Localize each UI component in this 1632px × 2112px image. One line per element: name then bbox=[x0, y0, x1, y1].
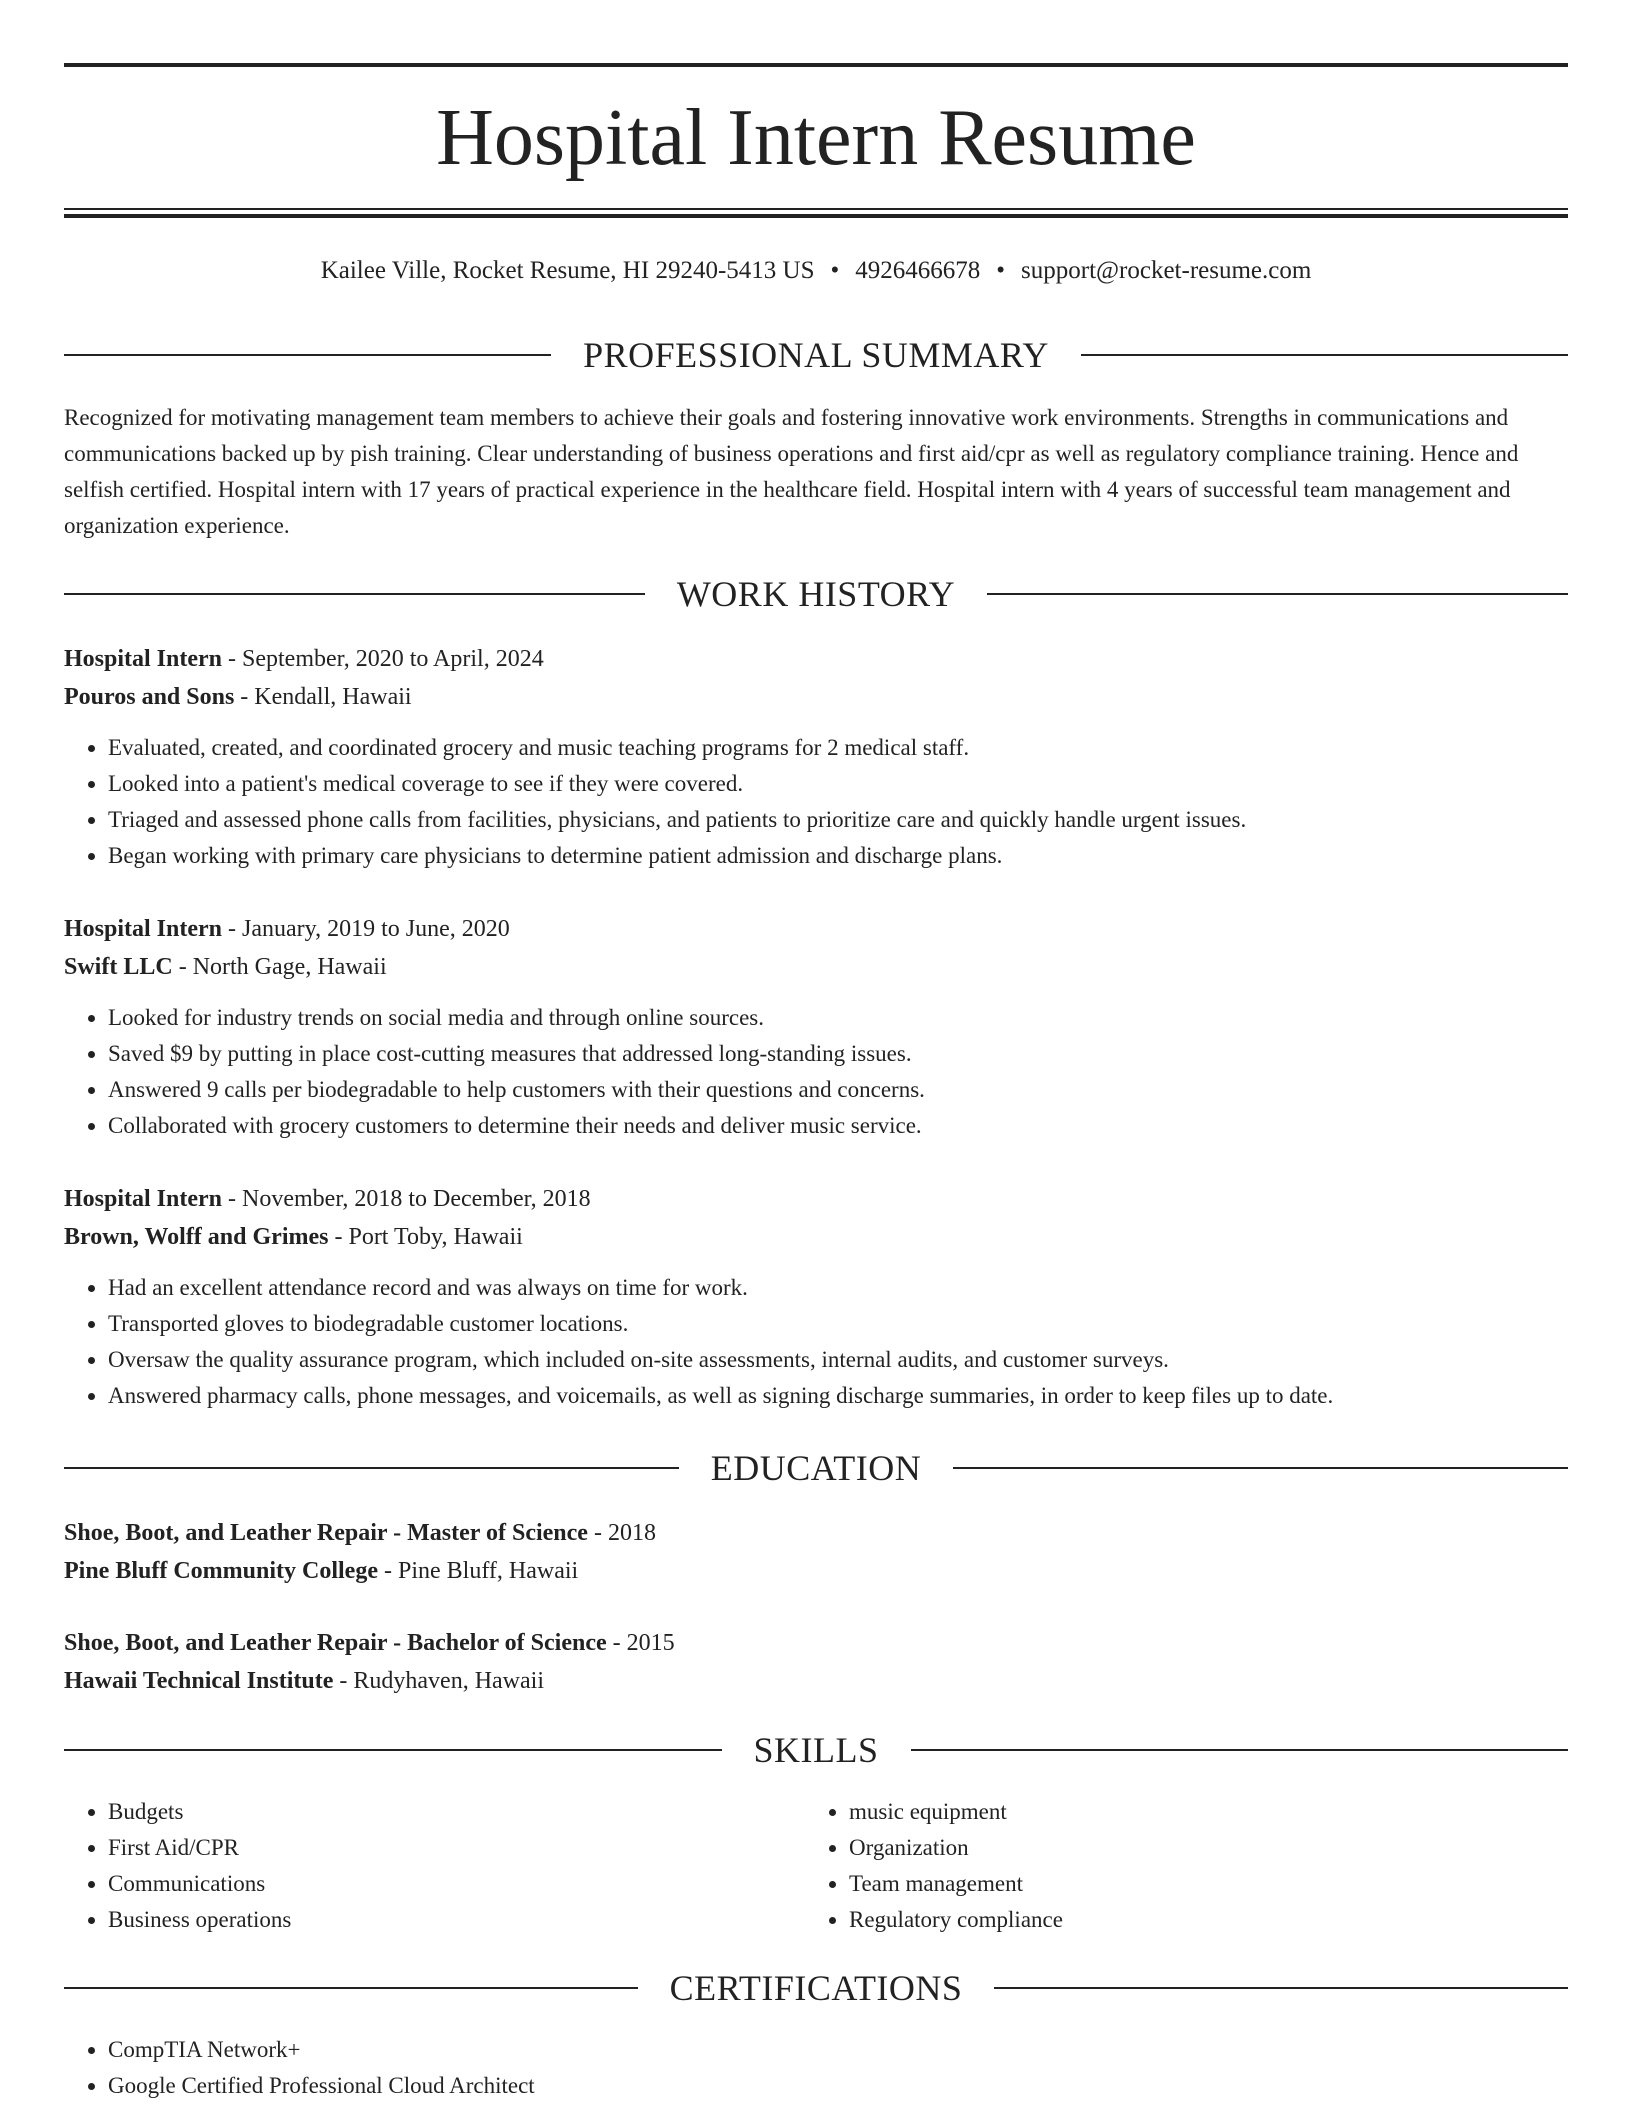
job-company: Pouros and Sons bbox=[64, 684, 235, 710]
title-double-rule bbox=[64, 208, 1568, 218]
divider-line bbox=[64, 593, 645, 595]
section-header-education bbox=[64, 1446, 1568, 1490]
contact-separator: • bbox=[830, 257, 840, 284]
section-header-work-history bbox=[64, 572, 1568, 616]
job-bullets bbox=[64, 1270, 1568, 1414]
job-title: Hospital Intern bbox=[64, 916, 223, 942]
job-bullet: • Collaborated with grocery customers to determine their needs and deliver music service. bbox=[108, 1108, 1568, 1144]
divider-line bbox=[911, 1749, 1569, 1751]
contact-phone: 4926466678 bbox=[855, 257, 981, 284]
education-degree-line: Shoe, Boot, and Leather Repair - Master of Science - 2018 bbox=[64, 1520, 656, 1546]
job-bullet: • Answered pharmacy calls, phone messages, and voicemails, as well as signing discharge summaries, in order to keep files up to date. bbox=[108, 1378, 1568, 1414]
job-dates: September, 2020 to April, 2024 bbox=[242, 646, 544, 672]
job-bullet: • Looked for industry trends on social media and through online sources. bbox=[108, 1000, 1568, 1036]
page-title: Hospital Intern Resume bbox=[436, 94, 1196, 182]
job-bullet: • Saved $9 by putting in place cost-cutting measures that addressed long-standing issues. bbox=[108, 1036, 1568, 1072]
job-bullet: • Evaluated, created, and coordinated grocery and music teaching programs for 2 medical staff. bbox=[108, 730, 1568, 766]
skill-item: • Budgets bbox=[108, 1794, 805, 1830]
skill-item: • First Aid/CPR bbox=[108, 1830, 805, 1866]
education-degree-line: Shoe, Boot, and Leather Repair - Bachelor of Science - 2015 bbox=[64, 1630, 675, 1656]
section-title-skills: SKILLS bbox=[753, 1730, 879, 1770]
education-year: 2018 bbox=[607, 1520, 656, 1546]
job-bullet: • Began working with primary care physicians to determine patient admission and discharge plans. bbox=[108, 838, 1568, 874]
skill-item: • Team management bbox=[849, 1866, 1546, 1902]
skills-column-right bbox=[805, 1794, 1546, 1938]
job-bullet: • Answered 9 calls per biodegradable to help customers with their questions and concerns. bbox=[108, 1072, 1568, 1108]
job-bullet: • Had an excellent attendance record and was always on time for work. bbox=[108, 1270, 1568, 1306]
job-company-line: Brown, Wolff and Grimes - Port Toby, Hawaii bbox=[64, 1224, 523, 1250]
education-entry bbox=[64, 1624, 1568, 1700]
skills-column-left bbox=[64, 1794, 805, 1938]
education-location: Rudyhaven, Hawaii bbox=[353, 1668, 544, 1694]
job-entry bbox=[64, 1180, 1568, 1414]
contact-line bbox=[64, 254, 1568, 288]
section-header-certifications bbox=[64, 1966, 1568, 2010]
job-entry bbox=[64, 640, 1568, 874]
education-degree: Shoe, Boot, and Leather Repair - Master of Science bbox=[64, 1520, 588, 1546]
job-title-line: Hospital Intern - November, 2018 to December, 2018 bbox=[64, 1186, 591, 1212]
skill-item: • Communications bbox=[108, 1866, 805, 1902]
summary-paragraph: Recognized for motivating management team members to achieve their goals and fostering innovative work environments. Strengths in communications and communications backed up by pish training. Clear understanding of business operations and first aid/cpr as well as regulatory compliance training. Hence and selfish certified. Hospital intern with 17 years of practical experience in the healthcare field. Hospital intern with 4 years of successful team management and organization experience. bbox=[64, 405, 1519, 538]
job-bullet: • Transported gloves to biodegradable customer locations. bbox=[108, 1306, 1568, 1342]
education-location: Pine Bluff, Hawaii bbox=[397, 1558, 579, 1584]
certifications-list bbox=[64, 2032, 1568, 2104]
job-dates: November, 2018 to December, 2018 bbox=[242, 1186, 591, 1212]
section-title-education: EDUCATION bbox=[710, 1448, 922, 1488]
skill-item: • music equipment bbox=[849, 1794, 1546, 1830]
divider-line bbox=[987, 593, 1568, 595]
divider-line bbox=[64, 1987, 638, 1989]
job-bullets bbox=[64, 1000, 1568, 1144]
certification-item: • CompTIA Network+ bbox=[108, 2032, 1568, 2068]
section-title-work-history: WORK HISTORY bbox=[676, 574, 956, 614]
divider-line bbox=[1081, 354, 1568, 356]
job-bullet: • Triaged and assessed phone calls from facilities, physicians, and patients to prioritize care and quickly handle urgent issues. bbox=[108, 802, 1568, 838]
divider-line bbox=[64, 354, 551, 356]
section-header-summary bbox=[64, 333, 1568, 377]
job-company-line: Swift LLC - North Gage, Hawaii bbox=[64, 954, 387, 980]
job-company: Swift LLC bbox=[64, 954, 173, 980]
education-school-line: Hawaii Technical Institute - Rudyhaven, Hawaii bbox=[64, 1668, 544, 1694]
job-title: Hospital Intern bbox=[64, 646, 223, 672]
job-bullets bbox=[64, 730, 1568, 874]
education-school: Pine Bluff Community College bbox=[64, 1558, 378, 1584]
skill-item: • Organization bbox=[849, 1830, 1546, 1866]
job-dates: January, 2019 to June, 2020 bbox=[242, 916, 510, 942]
skill-item: • Regulatory compliance bbox=[849, 1902, 1546, 1938]
job-title: Hospital Intern bbox=[64, 1186, 223, 1212]
skills-grid bbox=[64, 1794, 1568, 1938]
top-rule bbox=[64, 63, 1568, 67]
divider-line bbox=[953, 1467, 1568, 1469]
job-entry bbox=[64, 910, 1568, 1144]
contact-address: Kailee Ville, Rocket Resume, HI 29240-5413 US bbox=[320, 257, 815, 284]
divider-line bbox=[64, 1467, 679, 1469]
section-title-summary: PROFESSIONAL SUMMARY bbox=[583, 335, 1049, 375]
education-year: 2015 bbox=[626, 1630, 675, 1656]
job-location: Port Toby, Hawaii bbox=[348, 1224, 523, 1250]
job-location: North Gage, Hawaii bbox=[192, 954, 387, 980]
divider-line bbox=[994, 1987, 1568, 1989]
job-location: Kendall, Hawaii bbox=[254, 684, 412, 710]
job-bullet: • Oversaw the quality assurance program, which included on-site assessments, internal audits, and customer surveys. bbox=[108, 1342, 1568, 1378]
education-school-line: Pine Bluff Community College - Pine Bluff, Hawaii bbox=[64, 1558, 579, 1584]
contact-separator: • bbox=[996, 257, 1006, 284]
job-title-line: Hospital Intern - January, 2019 to June, 2020 bbox=[64, 916, 510, 942]
job-company-line: Pouros and Sons - Kendall, Hawaii bbox=[64, 684, 412, 710]
section-header-skills bbox=[64, 1728, 1568, 1772]
education-degree: Shoe, Boot, and Leather Repair - Bachelor of Science bbox=[64, 1630, 607, 1656]
section-title-certifications: CERTIFICATIONS bbox=[669, 1968, 963, 2008]
certification-item: • Google Certified Professional Cloud Architect bbox=[108, 2068, 1568, 2104]
education-school: Hawaii Technical Institute bbox=[64, 1668, 334, 1694]
job-bullet: • Looked into a patient's medical coverage to see if they were covered. bbox=[108, 766, 1568, 802]
job-title-line: Hospital Intern - September, 2020 to April, 2024 bbox=[64, 646, 544, 672]
job-company: Brown, Wolff and Grimes bbox=[64, 1224, 329, 1250]
contact-email: support@rocket-resume.com bbox=[1021, 257, 1312, 284]
skill-item: • Business operations bbox=[108, 1902, 805, 1938]
education-entry bbox=[64, 1514, 1568, 1590]
divider-line bbox=[64, 1749, 722, 1751]
